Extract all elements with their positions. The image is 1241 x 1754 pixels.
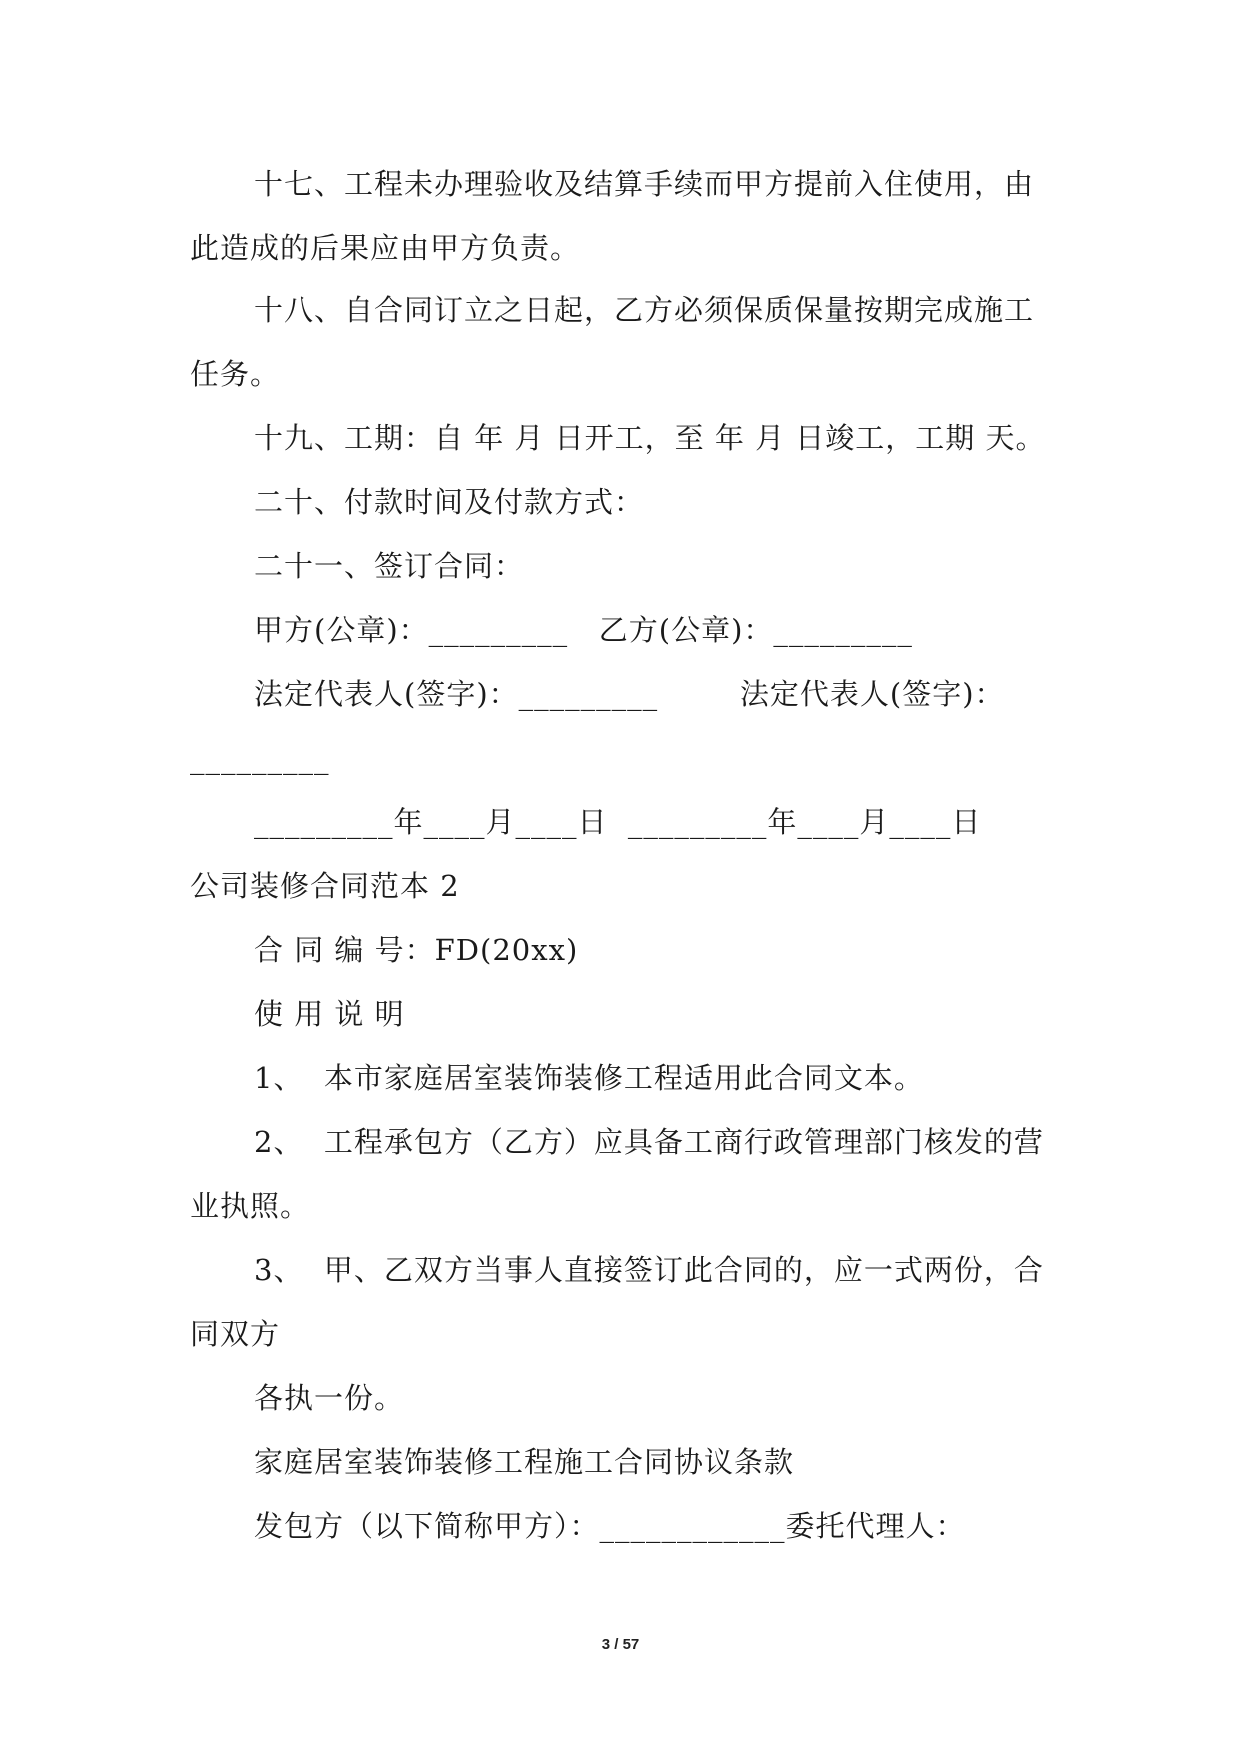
instruction-3-line-1: 3、 甲、乙双方当事人直接签订此合同的，应一式两份，合	[254, 1253, 1044, 1287]
clause-18-line-2: 任务。	[190, 357, 281, 391]
instruction-3-line-2: 同双方	[190, 1317, 281, 1351]
signing-date-line: _________年____月____日 _________年____月____日	[254, 805, 982, 839]
clause-19: 十九、工期：自 年 月 日开工，至 年 月 日竣工，工期 天。	[254, 421, 1046, 455]
instruction-3-line-3: 各执一份。	[254, 1381, 405, 1415]
contract-number: 合 同 编 号：FD(20xx)	[254, 933, 579, 967]
page-number: 3 / 57	[601, 1636, 640, 1653]
clause-21: 二十一、签订合同：	[254, 549, 525, 583]
section-title: 公司装修合同范本 2	[190, 869, 460, 903]
legal-rep-signature-line: 法定代表人(签字)：_________ 法定代表人(签字)：	[254, 677, 1005, 711]
instruction-2-line-2: 业执照。	[190, 1189, 311, 1223]
clause-20: 二十、付款时间及付款方式：	[254, 485, 645, 519]
party-seal-line: 甲方(公章)：_________ 乙方(公章)：_________	[254, 613, 913, 647]
legal-rep-signature-blank: _________	[190, 741, 330, 775]
agreement-terms-heading: 家庭居室装饰装修工程施工合同协议条款	[254, 1445, 795, 1479]
employer-party-line: 发包方（以下简称甲方）：____________委托代理人：	[254, 1509, 966, 1543]
instruction-1: 1、 本市家庭居室装饰装修工程适用此合同文本。	[254, 1061, 924, 1095]
clause-17-line-1: 十七、工程未办理验收及结算手续而甲方提前入住使用，由	[254, 167, 1035, 201]
instruction-2-line-1: 2、 工程承包方（乙方）应具备工商行政管理部门核发的营	[254, 1125, 1044, 1159]
usage-instructions-heading: 使 用 说 明	[254, 997, 405, 1031]
clause-18-line-1: 十八、自合同订立之日起，乙方必须保质保量按期完成施工	[254, 293, 1035, 327]
clause-17-line-2: 此造成的后果应由甲方负责。	[190, 231, 581, 265]
